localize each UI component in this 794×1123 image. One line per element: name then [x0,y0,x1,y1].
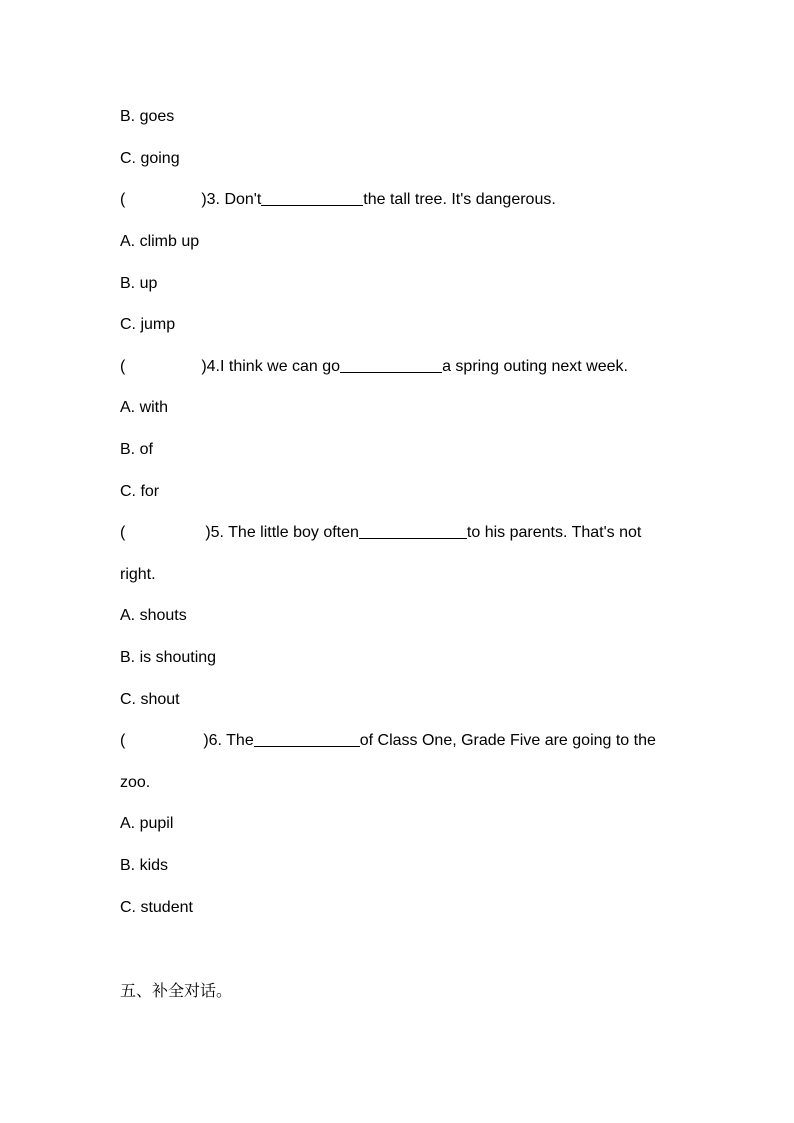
question-6-tail: of Class One, Grade Five are going to the [359,732,656,749]
q6-option-c: C. student [120,899,193,916]
question-6 [120,731,656,751]
q5-option-b: B. is shouting [120,649,217,666]
q4-option-b: B. of [120,441,153,458]
fill-blank[interactable] [254,731,360,747]
answer-paren-open: ( [120,191,126,208]
q6-option-a: A. pupil [120,815,174,832]
question-5-continuation: right. [120,566,156,583]
q3-option-b: B. up [120,275,158,292]
answer-paren-open: ( [120,732,126,749]
q3-option-a: A. climb up [120,233,200,250]
q4-option-a: A. with [120,399,169,416]
question-4-stem: )4.I think we can go [201,358,341,375]
fill-blank[interactable] [359,523,467,539]
q6-option-b: B. kids [120,857,169,874]
q5-option-c: C. shout [120,691,180,708]
question-6-stem: )6. The [203,732,254,749]
q4-option-c: C. for [120,483,160,500]
answer-paren-open: ( [120,358,126,375]
q3-option-c: C. jump [120,316,176,333]
question-5 [120,523,641,543]
q2-option-c: C. going [120,150,180,167]
q5-option-a: A. shouts [120,607,187,624]
fill-blank[interactable] [261,190,363,206]
answer-paren-open: ( [120,524,126,541]
question-5-stem: )5. The little boy often [205,524,359,541]
section-5-heading: 五、补全对话。 [120,981,233,1000]
question-3-tail: the tall tree. It's dangerous. [363,191,556,208]
question-4-tail: a spring outing next week. [442,358,628,375]
fill-blank[interactable] [340,357,442,373]
question-3 [120,190,556,210]
question-4 [120,357,628,377]
question-3-stem: )3. Don't [201,191,262,208]
question-5-tail: to his parents. That's not [466,524,642,541]
question-6-continuation: zoo. [120,774,151,791]
q2-option-b: B. goes [120,108,175,125]
